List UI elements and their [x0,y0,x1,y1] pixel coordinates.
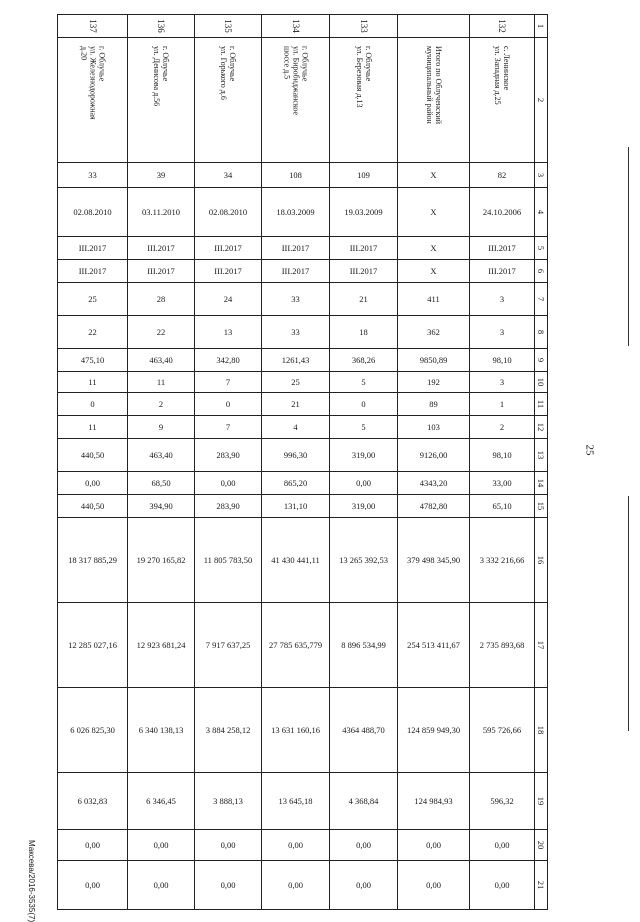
column-number-cell [470,15,535,38]
table-cell: 18 317 885,29 [58,518,128,603]
table-cell: 02.08.2010 [195,188,262,237]
table-cell: 6 032,83 [58,773,128,830]
table-cell: 2 [128,393,195,416]
table-cell: 24.10.2006 [470,188,535,237]
table-cell: 0,00 [398,861,470,910]
table-cell: 3 332 216,66 [470,518,535,603]
index-label: 12 [536,422,546,432]
margin-line [628,147,629,346]
table-cell: III.2017 [58,237,128,260]
address-text [425,46,443,124]
table-cell: 440,50 [58,495,128,518]
table-cell: III.2017 [195,237,262,260]
table-cell: 25 [262,372,330,393]
table-cell: III.2017 [470,260,535,283]
table-cell: 4 368,84 [330,773,398,830]
table-cell: 28 [128,283,195,316]
table-cell: 0 [330,393,398,416]
index-label: 20 [536,840,546,850]
table-cell: 8 896 534,99 [330,603,398,688]
address-line: Итого по Облученский [433,46,443,125]
index-label: 4 [536,209,546,215]
column-number: 137 [87,19,98,33]
table-cell: 9850,89 [398,349,470,372]
table-cell: 33 [262,316,330,349]
index-label: 14 [536,478,546,488]
table-cell: 1 [470,393,535,416]
address-cell [195,38,262,163]
table-cell: 12 285 027,16 [58,603,128,688]
table-row [58,163,548,188]
table-cell: 27 785 635,779 [262,603,330,688]
table-row [58,518,548,603]
table-cell: 0,00 [58,861,128,910]
table-cell: 362 [398,316,470,349]
table-cell: 12 923 681,24 [128,603,195,688]
table-cell: 192 [398,372,470,393]
table-cell: 0,00 [262,861,330,910]
table-cell: III.2017 [262,237,330,260]
address-line: г. Облучье [228,46,237,82]
index-label: 18 [536,725,546,735]
table-cell: III.2017 [128,260,195,283]
table-cell: III.2017 [330,237,398,260]
table-cell: 7 [195,416,262,439]
header-number-row [58,15,548,38]
table-cell: 18 [330,316,398,349]
table-cell: 3 [470,316,535,349]
table-cell: 21 [330,283,398,316]
table-row [58,773,548,830]
table-row [58,861,548,910]
table-cell: 98,10 [470,439,535,472]
table-cell: 13 [195,316,262,349]
table-cell: 9126,00 [398,439,470,472]
address-line: с. Ленинское [502,46,511,90]
table-cell: 33 [58,163,128,188]
table-cell: III.2017 [330,260,398,283]
index-cell [535,495,548,518]
table-cell: 394,90 [128,495,195,518]
column-number-cell [128,15,195,38]
table-cell: X [398,260,470,283]
index-label: 5 [536,245,546,251]
address-line: ул. Железнодорожная [88,46,97,120]
index-label: 11 [536,399,546,409]
table-cell: 4343,20 [398,472,470,495]
table-cell: 7 917 637,25 [195,603,262,688]
table-cell: 82 [470,163,535,188]
table-row [58,688,548,773]
table-cell: 13 645,18 [262,773,330,830]
table-cell: 368,26 [330,349,398,372]
index-label: 2 [536,97,546,103]
data-table [57,14,548,910]
table-cell: 109 [330,163,398,188]
table-cell: 440,50 [58,439,128,472]
table-cell: 1261,43 [262,349,330,372]
index-label: 21 [536,880,546,890]
table-cell: X [398,188,470,237]
table-cell: 0,00 [195,472,262,495]
column-number: 134 [290,19,301,33]
table-cell: III.2017 [58,260,128,283]
table-row [58,349,548,372]
index-label: 16 [536,555,546,565]
column-number: 136 [156,19,166,33]
address-line: ул. Западная д.25 [493,46,502,105]
table-row [58,237,548,260]
table-cell: 03.11.2010 [128,188,195,237]
table-cell: 996,30 [262,439,330,472]
index-cell [535,316,548,349]
table-cell: III.2017 [195,260,262,283]
address-line: г. Облучье [300,46,309,82]
table-cell: 124 984,93 [398,773,470,830]
table-cell: III.2017 [470,237,535,260]
table-cell: 39 [128,163,195,188]
table-cell: 13 265 392,53 [330,518,398,603]
index-label: 17 [536,640,546,650]
index-cell [535,38,548,163]
table-cell: 0,00 [58,830,128,861]
table-row [58,416,548,439]
header-address-row [58,38,548,163]
table-cell: 11 [128,372,195,393]
table-cell: 0,00 [128,861,195,910]
table-cell: 19 270 165,82 [128,518,195,603]
index-label: 10 [536,377,546,387]
address-line: ул. Горького д.6 [219,46,228,100]
table-cell: 22 [128,316,195,349]
table-cell: 124 859 949,30 [398,688,470,773]
table-row [58,372,548,393]
document-code: Максева/2016-3535(7) [27,840,36,922]
index-label: 3 [536,172,546,178]
index-cell [535,773,548,830]
index-cell [535,163,548,188]
table-cell: 596,32 [470,773,535,830]
table-cell: 34 [195,163,262,188]
index-cell [535,349,548,372]
address-line: г. Облучье [363,46,373,82]
table-cell: 0 [58,393,128,416]
index-cell [535,15,548,38]
table-cell: 0,00 [195,830,262,861]
address-text [493,46,511,105]
address-text [282,46,309,115]
column-number-cell [195,15,262,38]
column-number-cell [262,15,330,38]
table-row [58,260,548,283]
table-cell: 6 346,45 [128,773,195,830]
table-cell: 0,00 [262,830,330,861]
table-cell: 3 [470,372,535,393]
table-cell: 22 [58,316,128,349]
table-cell: 02.08.2010 [58,188,128,237]
table-row [58,316,548,349]
address-cell [262,38,330,163]
table-cell: 0,00 [470,861,535,910]
index-cell [535,472,548,495]
table-cell: 475,10 [58,349,128,372]
table-cell: 103 [398,416,470,439]
index-cell [535,237,548,260]
index-label: 7 [536,296,546,302]
index-cell [535,188,548,237]
column-number: 132 [497,19,507,33]
index-cell [535,372,548,393]
table-cell: X [398,163,470,188]
index-cell [535,283,548,316]
address-text [355,46,373,108]
index-cell [535,393,548,416]
table-cell: 11 [58,372,128,393]
index-cell [535,603,548,688]
page-number: 25 [583,444,596,456]
table-cell: 98,10 [470,349,535,372]
table-row [58,188,548,237]
table-cell: 4782,80 [398,495,470,518]
table-cell: 19.03.2009 [330,188,398,237]
address-cell [398,38,470,163]
address-line: г. Облучье [161,46,170,82]
table-row [58,393,548,416]
table-cell: 254 513 411,67 [398,603,470,688]
column-number-cell [58,15,128,38]
table-cell: 89 [398,393,470,416]
table-row [58,830,548,861]
table-cell: 3 [470,283,535,316]
table-cell: 0,00 [330,830,398,861]
table-row [58,439,548,472]
table-cell: 342,80 [195,349,262,372]
table-cell: 595 726,66 [470,688,535,773]
table-cell: X [398,237,470,260]
address-line: ул. Березовая д.13 [354,46,364,108]
table-cell: 0,00 [128,830,195,861]
address-line: ул. Денисова д.56 [152,46,161,107]
table-cell: 24 [195,283,262,316]
table-cell: 4 [262,416,330,439]
address-line: д.20 [79,46,88,61]
column-number: 135 [223,19,233,33]
index-label: 13 [536,450,546,460]
table-cell: 0,00 [398,830,470,861]
table-cell: 7 [195,372,262,393]
table-cell: 68,50 [128,472,195,495]
table-cell: 6 340 138,13 [128,688,195,773]
table-cell: 5 [330,416,398,439]
table-cell: 463,40 [128,349,195,372]
table-cell: 0,00 [195,861,262,910]
index-cell [535,416,548,439]
index-label: 19 [536,796,546,806]
table-cell: 9 [128,416,195,439]
table-cell: 5 [330,372,398,393]
column-number-cell [330,15,398,38]
table-cell: 11 805 783,50 [195,518,262,603]
index-cell [535,260,548,283]
address-line: ул. Биробиджанское [291,46,300,115]
table-cell: 25 [58,283,128,316]
table-cell: 131,10 [262,495,330,518]
index-cell [535,439,548,472]
table-row [58,603,548,688]
table-cell: 379 498 345,90 [398,518,470,603]
index-label: 8 [536,329,546,335]
address-text [152,46,170,106]
address-line: г. Облучье [97,46,106,82]
table-row [58,283,548,316]
table-cell: 463,40 [128,439,195,472]
table-row [58,472,548,495]
index-label: 15 [536,501,546,511]
table-cell: 283,90 [195,495,262,518]
table-cell: 319,00 [330,439,398,472]
table-cell: 2 735 893,68 [470,603,535,688]
table-cell: 319,00 [330,495,398,518]
address-text [219,46,237,100]
table-cell: 0,00 [470,830,535,861]
table-cell: III.2017 [262,260,330,283]
table-cell: 33,00 [470,472,535,495]
table-cell: 11 [58,416,128,439]
table-cell: 3 884 258,12 [195,688,262,773]
index-cell [535,861,548,910]
margin-line [628,496,629,731]
index-cell [535,830,548,861]
table-cell: 283,90 [195,439,262,472]
table-cell: 33 [262,283,330,316]
table-cell: 865,20 [262,472,330,495]
column-number-cell [398,15,470,38]
table-cell: 21 [262,393,330,416]
table-cell: 0,00 [330,861,398,910]
address-cell [330,38,398,163]
address-line: шоссе д.5 [282,46,291,80]
table-cell: 6 026 825,30 [58,688,128,773]
table-cell: 13 631 160,16 [262,688,330,773]
address-line: муниципальный район [424,46,434,124]
table-cell: 108 [262,163,330,188]
table-cell: 41 430 441,11 [262,518,330,603]
table-cell: 3 888,13 [195,773,262,830]
column-number: 133 [358,19,369,33]
table-cell: 0 [195,393,262,416]
table-cell: 411 [398,283,470,316]
table-cell: III.2017 [128,237,195,260]
index-label: 9 [536,357,546,363]
table-row [58,495,548,518]
table-cell: 0,00 [330,472,398,495]
address-cell [470,38,535,163]
address-cell [58,38,128,163]
table-cell: 65,10 [470,495,535,518]
index-cell [535,518,548,603]
index-cell [535,688,548,773]
address-cell [128,38,195,163]
address-text [79,46,106,120]
index-label: 1 [536,23,546,29]
index-label: 6 [536,268,546,274]
table-cell: 18.03.2009 [262,188,330,237]
table-cell: 2 [470,416,535,439]
table-cell: 4364 488,70 [330,688,398,773]
table-cell: 0,00 [58,472,128,495]
